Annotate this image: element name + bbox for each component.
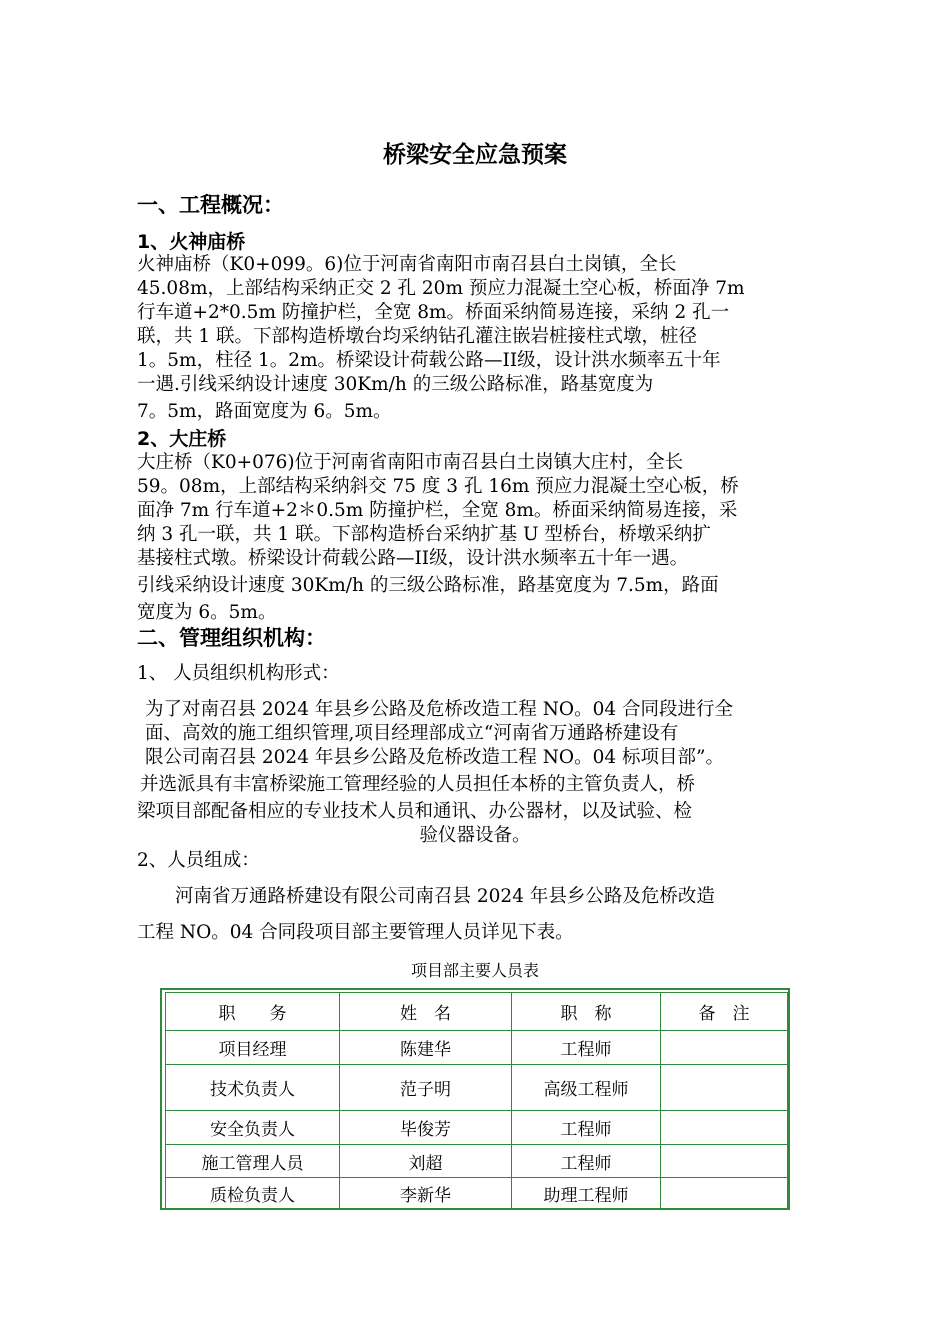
table-cell: 工程师 — [512, 1111, 661, 1145]
table-cell: 工程师 — [512, 1031, 661, 1065]
table-cell: 范子明 — [340, 1065, 512, 1111]
text-line: 联，共 1 联。下部构造桥墩台均采纳钻孔灌注嵌岩桩接柱式墩，桩径 — [137, 326, 698, 347]
header-cell: 职 称 — [512, 993, 661, 1031]
text-line: 行车道+2*0.5m 防撞护栏，全宽 8m。桥面采纳简易连接，采纳 2 孔一 — [137, 302, 730, 323]
text-line: 火神庙桥（K0+099。6)位于河南省南阳市南召县白土岗镇，全长 — [137, 254, 677, 275]
table-cell: 安全负责人 — [166, 1111, 340, 1145]
table-cell — [661, 1145, 788, 1178]
document-title: 桥梁安全应急预案 — [383, 142, 567, 168]
table-caption: 项目部主要人员表 — [410, 961, 539, 980]
table-row — [166, 1145, 788, 1178]
table-cell — [661, 1065, 788, 1111]
table-cell — [661, 1111, 788, 1145]
text-line: 为了对南召县 2024 年县乡公路及危桥改造工程 NO。04 合同段进行全 — [145, 699, 734, 720]
bridge-2-heading: 2、大庄桥 — [137, 428, 227, 450]
table-row — [166, 1178, 788, 1210]
table-cell: 施工管理人员 — [166, 1145, 340, 1178]
text-line: 面净 7m 行车道+2＊0.5m 防撞护栏，全宽 8m。桥面采纳简易连接，采 — [137, 500, 738, 521]
table-cell: 李新华 — [340, 1178, 512, 1210]
text-line: 梁项目部配备相应的专业技术人员和通讯、办公器材，以及试验、检 — [137, 801, 693, 822]
text-line: 宽度为 6。5m。 — [137, 602, 277, 623]
header-cell: 备 注 — [661, 993, 788, 1031]
text-line: 59。08m，上部结构采纳斜交 75 度 3 孔 16m 预应力混凝土空心板，桥 — [137, 476, 739, 497]
table-row — [166, 1111, 788, 1145]
header-cell: 姓 名 — [340, 993, 512, 1031]
text-line: 大庄桥（K0+076)位于河南省南阳市南召县白土岗镇大庄村，全长 — [137, 452, 684, 473]
table-row — [166, 1031, 788, 1065]
text-line: 验仪器设备。 — [419, 825, 531, 846]
table-cell: 工程师 — [512, 1145, 661, 1178]
text-line: 1。5m，柱径 1。2m。桥梁设计荷载公路—II级，设计洪水频率五十年 — [137, 350, 721, 371]
staff-table — [165, 992, 788, 1210]
text-line: 限公司南召县 2024 年县乡公路及危桥改造工程 NO。04 标项目部”。 — [145, 747, 724, 768]
table-cell: 高级工程师 — [512, 1065, 661, 1111]
staff-text-line: 工程 NO。04 合同段项目部主要管理人员详见下表。 — [137, 922, 574, 943]
staff-text-line: 河南省万通路桥建设有限公司南召县 2024 年县乡公路及危桥改造 — [175, 886, 715, 907]
header-cell: 职 务 — [166, 993, 340, 1031]
table-cell: 毕俊芳 — [340, 1111, 512, 1145]
table-cell: 质检负责人 — [166, 1178, 340, 1210]
table-cell — [661, 1031, 788, 1065]
bridge-1-heading: 1、火神庙桥 — [137, 231, 246, 253]
org-form-heading: 1、 人员组织机构形式： — [137, 663, 340, 684]
text-line: 引线采纳设计速度 30Km/h 的三级公路标准，路基宽度为 7.5m，路面 — [137, 575, 719, 596]
text-line: 7。5m，路面宽度为 6。5m。 — [137, 401, 392, 422]
table-header-row — [166, 993, 788, 1031]
text-line: 纳 3 孔一联，共 1 联。下部构造桥台采纳扩基 U 型桥台，桥墩采纳扩 — [137, 524, 711, 545]
table-cell: 项目经理 — [166, 1031, 340, 1065]
table-cell: 技术负责人 — [166, 1065, 340, 1111]
table-cell: 刘超 — [340, 1145, 512, 1178]
section-1-heading: 一、工程概况： — [137, 193, 284, 217]
table-cell: 助理工程师 — [512, 1178, 661, 1210]
staff-heading: 2、人员组成： — [137, 850, 260, 871]
text-line: 并选派具有丰富桥梁施工管理经验的人员担任本桥的主管负责人，桥 — [140, 774, 696, 795]
text-line: 一遇.引线采纳设计速度 30Km/h 的三级公路标准，路基宽度为 — [137, 374, 654, 395]
table-cell — [661, 1178, 788, 1210]
section-2-heading: 二、管理组织机构： — [137, 626, 326, 650]
table-cell: 陈建华 — [340, 1031, 512, 1065]
table-row — [166, 1065, 788, 1111]
text-line: 45.08m，上部结构采纳正交 2 孔 20m 预应力混凝土空心板，桥面净 7m — [137, 278, 745, 299]
text-line: 基接柱式墩。桥梁设计荷载公路—II级，设计洪水频率五十年一遇。 — [137, 548, 689, 569]
text-line: 面、高效的施工组织管理,项目经理部成立“河南省万通路桥建设有 — [145, 723, 679, 744]
